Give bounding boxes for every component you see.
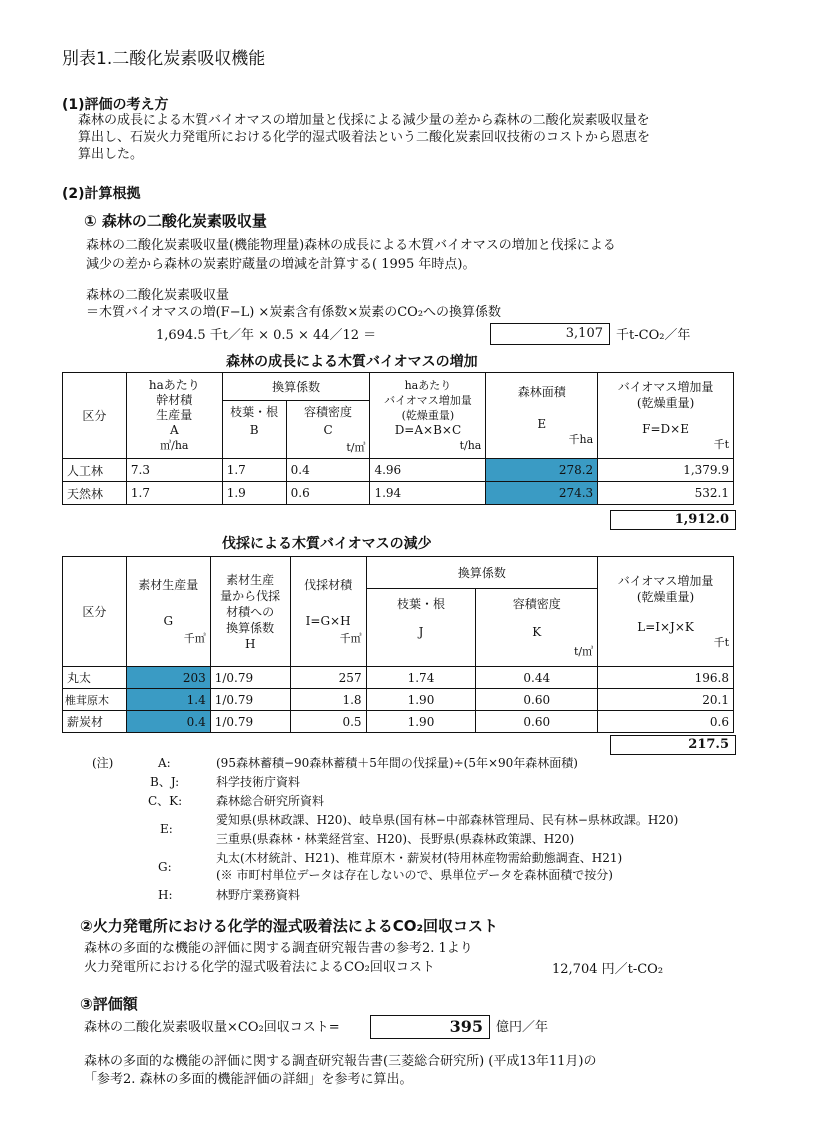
subsection-1-line-1: 森林の二酸化炭素吸収量(機能物理量)森林の成長による木質バイオマスの増加と伐採による bbox=[86, 238, 616, 253]
header-b: 枝葉・根 B bbox=[222, 401, 286, 459]
section-2-heading: (2)計算根拠 bbox=[62, 186, 141, 202]
valuation-formula: 森林の二酸化炭素吸収量×CO₂回収コスト= bbox=[84, 1020, 340, 1035]
note-text-ck: 森林総合研究所資料 bbox=[216, 794, 325, 808]
note-key-g: G: bbox=[158, 860, 172, 874]
biomass-decrease-table bbox=[62, 556, 734, 733]
header-k: 容積密度 K t/㎥ bbox=[476, 589, 598, 667]
co2-cost-line-2: 火力発電所における化学的湿式吸着法によるCO₂回収コスト bbox=[84, 960, 435, 975]
header-i: 伐採材積 I=G×H 千㎥ bbox=[290, 557, 366, 667]
table-row: 椎茸原木 1.4 1/0.79 1.8 1.90 0.60 20.1 bbox=[63, 689, 734, 711]
co2-cost-value: 12,704 円／t-CO₂ bbox=[552, 962, 664, 977]
header-g: 素材生産量 G 千㎥ bbox=[126, 557, 210, 667]
section-1-line-1: 森林の成長による木質バイオマスの増加量と伐採による減少量の差から森林の二酸化炭素吸収量を bbox=[78, 113, 650, 128]
formula-text: ＝木質バイオマスの増(F−L) ×炭素含有係数×炭素のCO₂への換算係数 bbox=[86, 305, 502, 320]
header-h: 素材生産 量から伐採 材積への 換算係数 H bbox=[210, 557, 290, 667]
header-conversion-2: 換算係数 bbox=[366, 557, 598, 589]
section-valuation-heading: ③評価額 bbox=[80, 995, 138, 1013]
section-1-heading: (1)評価の考え方 bbox=[62, 97, 169, 113]
absorption-result-unit: 千t-CO₂／年 bbox=[616, 328, 691, 343]
absorption-result-box: 3,107 bbox=[490, 323, 610, 345]
section-1-line-3: 算出した。 bbox=[78, 147, 144, 162]
subsection-1-line-2: 減少の差から森林の炭素貯蔵量の増減を計算する( 1995 年時点)。 bbox=[86, 257, 476, 272]
table-row: 人工林 7.3 1.7 0.4 4.96 278.2 1,379.9 bbox=[63, 459, 734, 482]
note-text-bj: 科学技術庁資料 bbox=[216, 775, 301, 789]
note-text-g-1: 丸太(木材統計、H21)、椎茸原木・薪炭材(特用林産物需給動態調査、H21) bbox=[216, 851, 623, 865]
notes-label: (注) bbox=[92, 756, 114, 770]
section-1-line-2: 算出し、石炭火力発電所における化学的湿式吸着法という二酸化炭素回収技術のコストから恩恵を bbox=[78, 130, 651, 145]
footnote-line-1: 森林の多面的な機能の評価に関する調査研究報告書(三菱総合研究所) (平成13年11月)の bbox=[84, 1054, 597, 1069]
note-text-h: 林野庁業務資料 bbox=[216, 888, 301, 902]
note-key-a: A: bbox=[158, 756, 171, 770]
section-co2-cost-heading: ②火力発電所における化学的湿式吸着法によるCO₂回収コスト bbox=[80, 917, 499, 935]
header-l: バイオマス増加量 (乾燥重量) L=I×J×K 千t bbox=[598, 557, 734, 667]
table-2-caption: 伐採による木質バイオマスの減少 bbox=[222, 536, 432, 552]
formula-label: 森林の二酸化炭素吸収量 bbox=[86, 288, 230, 303]
valuation-result-box: 395 bbox=[370, 1015, 490, 1039]
note-text-g-2: (※ 市町村単位データは存在しないので、県単位データを森林面積で按分) bbox=[216, 868, 613, 882]
table-row: 天然林 1.7 1.9 0.6 1.94 274.3 532.1 bbox=[63, 482, 734, 505]
table-row: 丸太 203 1/0.79 257 1.74 0.44 196.8 bbox=[63, 667, 734, 689]
header-kubun: 区分 bbox=[63, 373, 127, 459]
header-conversion: 換算係数 bbox=[222, 373, 370, 401]
table-1-total: 1,912.0 bbox=[610, 510, 736, 530]
co2-cost-line-1: 森林の多面的な機能の評価に関する調査研究報告書の参考2. 1より bbox=[84, 941, 473, 956]
header-kubun-2: 区分 bbox=[63, 557, 127, 667]
table-row: 薪炭材 0.4 1/0.79 0.5 1.90 0.60 0.6 bbox=[63, 711, 734, 733]
note-text-e-1: 愛知県(県林政課、H20)、岐阜県(国有林−中部森林管理局、民有林−県林政課。H20) bbox=[216, 813, 679, 827]
page-title: 別表1.二酸化炭素吸収機能 bbox=[62, 49, 266, 69]
biomass-increase-table bbox=[62, 372, 734, 505]
subsection-1-heading: ① 森林の二酸化炭素吸収量 bbox=[84, 212, 267, 230]
header-f: バイオマス増加量 (乾燥重量) F=D×E 千t bbox=[598, 373, 734, 459]
table-2-total: 217.5 bbox=[610, 735, 736, 755]
table-1-caption: 森林の成長による木質バイオマスの増加 bbox=[226, 354, 478, 370]
note-key-ck: C、K: bbox=[148, 794, 183, 808]
valuation-unit: 億円／年 bbox=[496, 1020, 549, 1035]
header-a: haあたり 幹材積 生産量 A ㎥/ha bbox=[126, 373, 222, 459]
note-text-a: (95森林蓄積−90森林蓄積＋5年間の伐採量)÷(5年×90年森林面積) bbox=[216, 756, 578, 770]
note-key-bj: B、J: bbox=[150, 775, 180, 789]
header-j: 枝葉・根 J bbox=[366, 589, 476, 667]
note-key-h: H: bbox=[158, 888, 173, 902]
note-text-e-2: 三重県(県森林・林業経営室、H20)、長野県(県森林政策課、H20) bbox=[216, 832, 575, 846]
footnote-line-2: 「参考2. 森林の多面的機能評価の詳細」を参考に算出。 bbox=[84, 1072, 413, 1087]
header-d: haあたり バイオマス増加量 (乾燥重量) D=A×B×C t/ha bbox=[370, 373, 486, 459]
header-e: 森林面積 E 千ha bbox=[486, 373, 598, 459]
note-key-e: E: bbox=[160, 822, 173, 836]
header-c: 容積密度 C t/㎥ bbox=[286, 401, 370, 459]
formula-calculation: 1,694.5 千t／年 × 0.5 × 44／12 ＝ bbox=[156, 328, 377, 343]
